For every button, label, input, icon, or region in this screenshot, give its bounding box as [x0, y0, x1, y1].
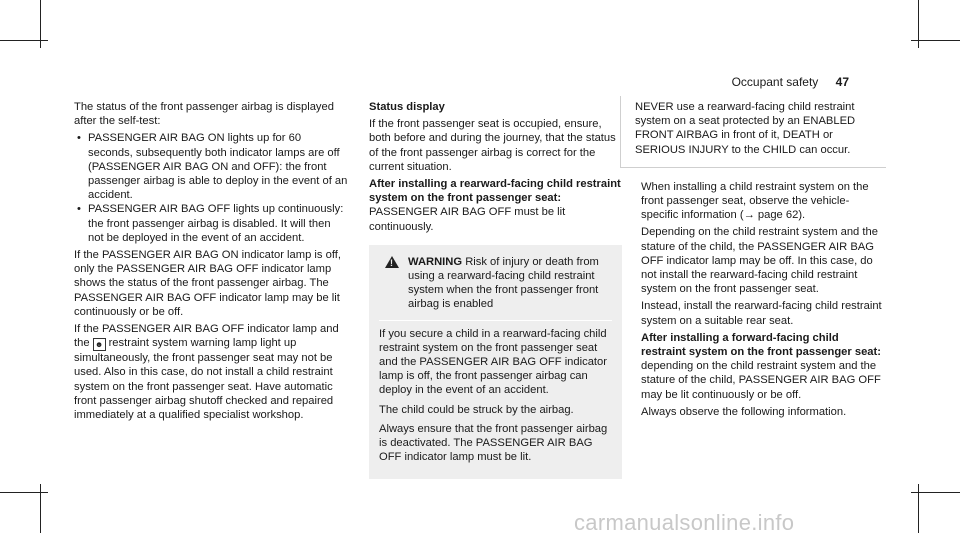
paragraph: If the PASSENGER AIR BAG ON indicator lamp is off, only the PASSENGER AIR BAG OFF indicator lamp shows the status of the front passenger airbag. The PASSENGER AIR BAG OFF indicator lamp may be lit continuously or be off.	[74, 249, 341, 318]
warning-paragraph: Always ensure that the front passenger airbag is deactivated. The PASSENGER AIR BAG OFF indicator lamp must be lit.	[379, 422, 608, 464]
warning-title-block	[408, 255, 612, 312]
list-item: • PASSENGER AIR BAG OFF lights up continuously: the front passenger airbag is disabled. It will then not be deployed in the event of an accident.	[74, 202, 348, 245]
paragraph	[369, 177, 622, 234]
warning-title: Risk of injury or death from using a rearward-facing child restraint system when the front passenger front airbag is enabled	[408, 255, 599, 311]
section-title: Occupant safety	[731, 75, 819, 89]
section-heading: Status display	[369, 101, 445, 113]
crop-mark	[0, 40, 48, 41]
crop-mark	[911, 40, 960, 41]
notice-text: NEVER use a rearward-facing child restraint system on a seat protected by an ENABLED FRONT AIRBAG in front of it, DEATH or SERIOUS INJURY to the CHILD can occur.	[635, 101, 856, 156]
restraint-system-icon: ☻	[93, 338, 106, 351]
paragraph: Always observe the following information.	[641, 405, 847, 418]
paragraph	[74, 322, 348, 422]
intro-text: The status of the front passenger airbag is displayed after the self-test:	[74, 101, 334, 128]
warning-box	[369, 245, 622, 480]
warning-paragraph: The child could be struck by the airbag.	[379, 403, 574, 416]
text-span: PASSENGER AIR BAG OFF must be lit continuously.	[369, 206, 566, 233]
subheading: After installing a rearward-facing child restraint system on the front passenger seat:	[369, 178, 621, 205]
text-span: depending on the child restraint system and the stature of the child, PASSENGER AIR BAG OFF may be lit continuously or be off.	[641, 360, 881, 401]
status-list	[74, 131, 348, 245]
subheading: After installing a forward-facing child restraint system on the front passenger seat:	[641, 331, 881, 359]
text-span: restraint system warning lamp light up simultaneously, the front passenger seat may not be used. Also in this case, do not install a child restraint system on the front passenger seat. Have automatic front passenger airbag shutoff checked and repaired immediately at a qualified specialist workshop.	[74, 337, 334, 422]
crop-mark	[0, 492, 48, 493]
column-right	[635, 100, 886, 422]
column-left	[74, 100, 348, 425]
crop-mark	[911, 492, 960, 493]
warning-triangle-icon: !	[385, 256, 399, 268]
page-header	[732, 75, 849, 89]
list-item: • PASSENGER AIR BAG ON lights up for 60 seconds, subsequently both indicator lamps are off (PASSENGER AIR BAG ON and OFF): the front passenger airbag is able to deploy in the event of an accident.	[74, 131, 348, 202]
warning-label: WARNING	[408, 255, 463, 268]
warning-header	[379, 255, 612, 321]
warning-paragraph: If you secure a child in a rearward-facing child restraint system on the front passenger seat and the PASSENGER AIR BAG OFF indicator lamp is off, the front passenger airbag can deploy in the event of an accident.	[379, 327, 607, 397]
paragraph: If the front passenger seat is occupied, ensure, both before and during the journey, that the status of the front passenger airbag is correct for the current situation.	[369, 118, 616, 173]
warning-body	[379, 321, 612, 465]
watermark: carmanualsonline.info	[574, 510, 795, 535]
paragraph: Depending on the child restraint system and the stature of the child, the PASSENGER AIR BAG OFF indicator lamp may be off. In this case, do not install the rearward-facing child restraint system on the front passenger seat.	[641, 226, 878, 296]
notice-box	[620, 96, 886, 168]
page-number: 47	[835, 75, 849, 89]
paragraph: Instead, install the rearward-facing child restraint system on a suitable rear seat.	[641, 300, 882, 327]
paragraph	[641, 331, 886, 402]
paragraph: When installing a child restraint system on the front passenger seat, observe the vehicle-specific information (→ page 62).	[641, 180, 869, 222]
column-middle	[369, 100, 622, 479]
text-span: If the PASSENGER AIR BAG OFF indicator lamp and the	[74, 323, 339, 350]
